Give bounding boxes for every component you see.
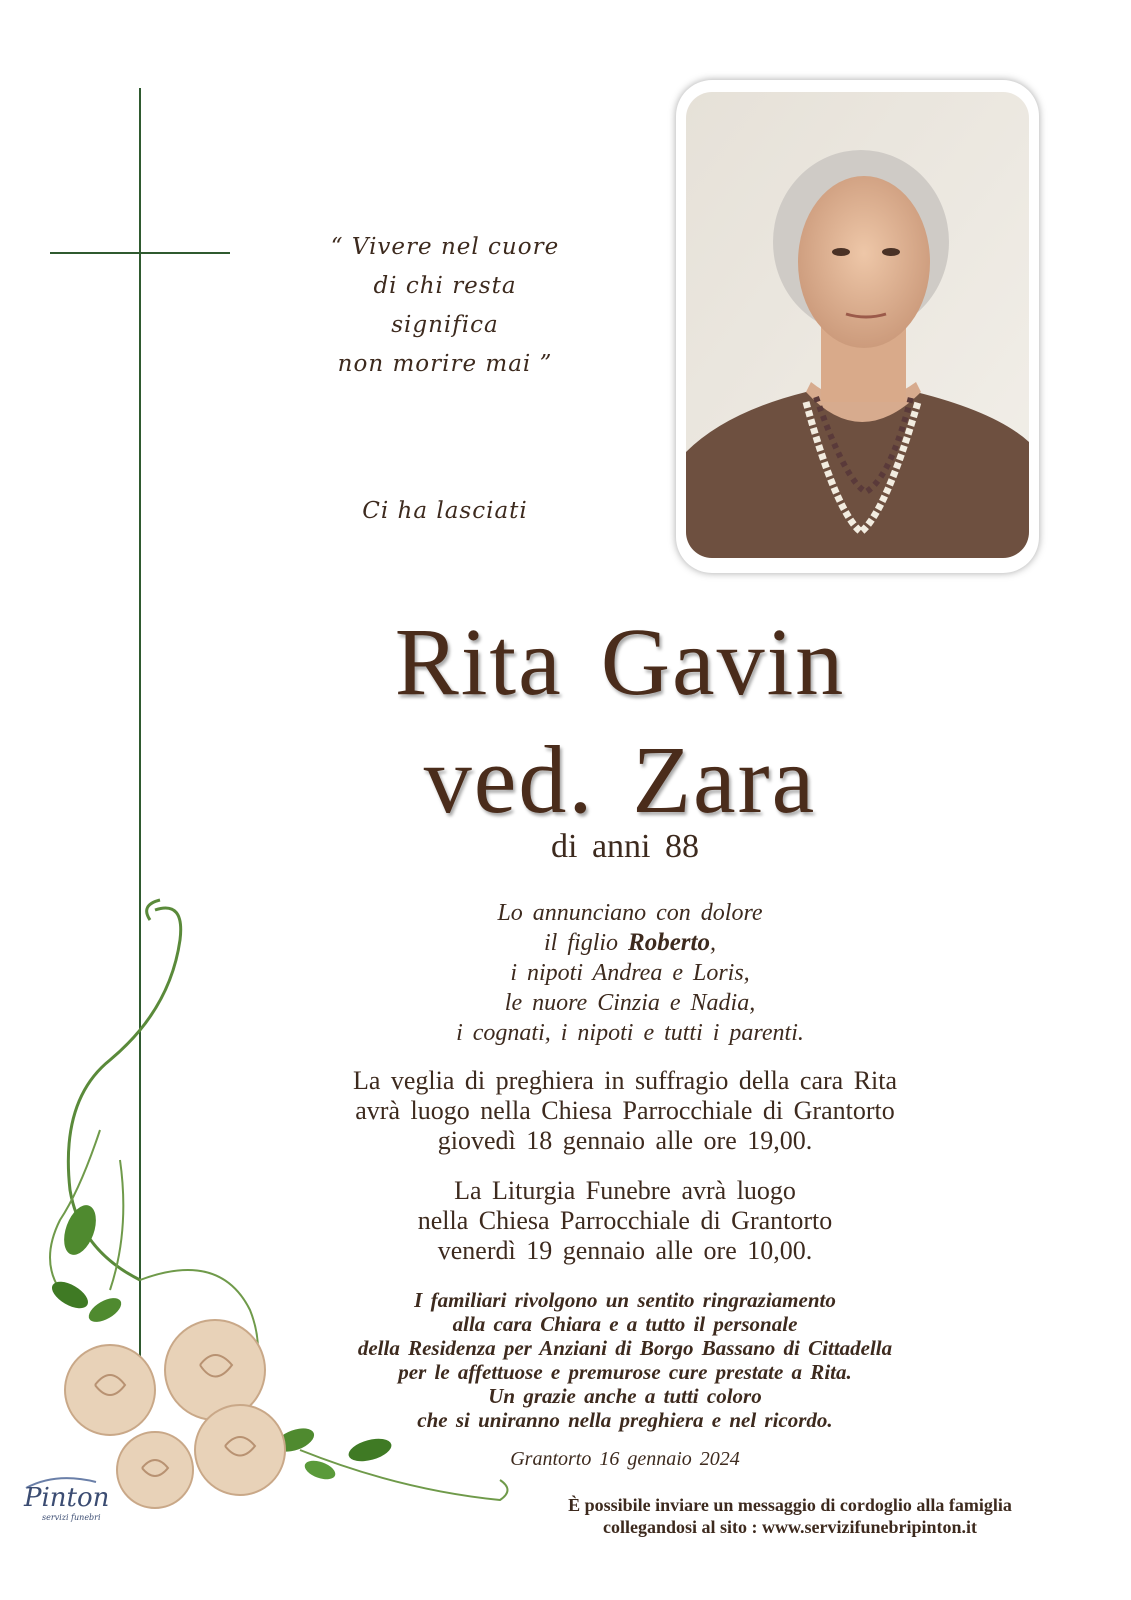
place-and-date: Grantorto 16 gennaio 2024 — [510, 1448, 740, 1470]
announcement-punctuation: , — [709, 930, 716, 956]
thanks-line: alla cara Chiara e a tutto il personale — [452, 1312, 798, 1336]
portrait-photo — [686, 92, 1029, 558]
announcement-text: il figlio — [544, 930, 629, 956]
announcement-line: i nipoti Andrea e Loris, — [510, 960, 750, 986]
footer-line: collegandosi al sito : www.servizifunebripinton.it — [602, 1517, 977, 1537]
footer-line: È possibile inviare un messaggio di cordoglio alla famiglia — [568, 1495, 1012, 1515]
thanks-line: I familiari rivolgono un sentito ringraziamento — [414, 1288, 836, 1312]
svg-text:servizi funebri: servizi funebri — [42, 1513, 101, 1522]
deceased-name-line1: Rita Gavin — [394, 608, 846, 715]
son-name: Roberto — [628, 929, 710, 956]
funeral-line: La Liturgia Funebre avrà luogo — [454, 1176, 796, 1205]
thanks-line: della Residenza per Anziani di Borgo Bassano di Cittadella — [357, 1336, 893, 1360]
announcement-line: i cognati, i nipoti e tutti i parenti. — [456, 1020, 804, 1046]
vigil-line: La veglia di preghiera in suffragio della cara Rita — [352, 1066, 898, 1095]
thanks-line: per le affettuose e premurose cure prestate a Rita. — [398, 1360, 852, 1384]
announcement-line: Lo annunciano con dolore — [497, 900, 763, 926]
announcement-line: le nuore Cinzia e Nadia, — [504, 990, 756, 1016]
thanks-line: che si uniranno nella preghiera e nel ricordo. — [417, 1408, 833, 1432]
intro-text: Ci ha lasciati — [362, 498, 528, 524]
quote-line: significa — [391, 312, 499, 338]
quote-line: non morire mai ” — [337, 351, 553, 377]
memorial-quote — [300, 228, 590, 384]
vigil-line: avrà luogo nella Chiesa Parrocchiale di Grantorto — [355, 1096, 895, 1125]
deceased-name-line2: ved. Zara — [423, 726, 817, 833]
pinton-logo — [16, 1470, 126, 1530]
vigil-line: giovedì 18 gennaio alle ore 19,00. — [437, 1126, 813, 1155]
rose-decoration — [0, 890, 520, 1530]
thanks-line: Un grazie anche a tutti coloro — [488, 1384, 762, 1408]
quote-line: di chi resta — [373, 273, 517, 299]
cross-horizontal-bar — [50, 252, 230, 254]
funeral-line: venerdì 19 gennaio alle ore 10,00. — [437, 1236, 813, 1265]
svg-text:Pinton: Pinton — [24, 1483, 110, 1513]
deceased-age: di anni 88 — [551, 828, 699, 865]
quote-line: “ Vivere nel cuore — [330, 234, 560, 260]
condolence-footer — [470, 1494, 1110, 1538]
funeral-line: nella Chiesa Parrocchiale di Grantorto — [417, 1206, 833, 1235]
